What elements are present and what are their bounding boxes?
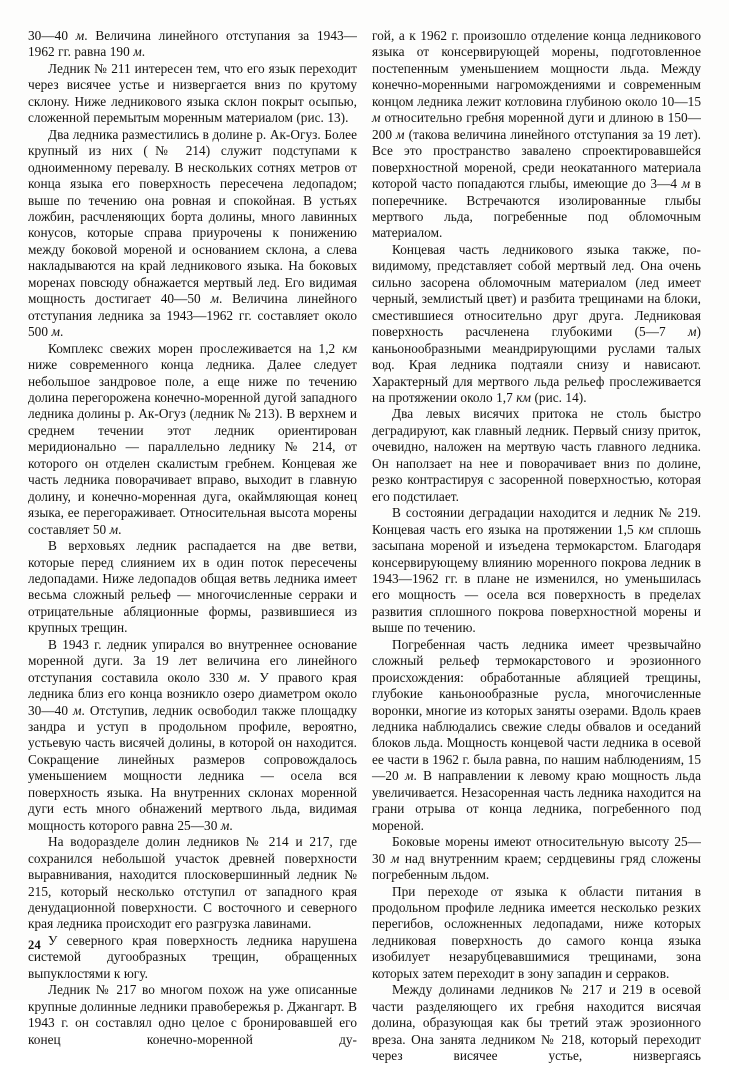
paragraph: гой, а к 1962 г. произошло отделение конца ледникового языка от консервирующей морены, подготовленное постепенным уменьшением мощности льда. Между конечно-моренными нагромождениями и современным концом ледника лежит котловина глубиною около 10—15 м относительно гребня моренной дуги и длиною в 150—200 м (такова величина линейного отступания за 19 лет). Все это пространство завалено спроектировавшейся поверхностной мореной, среди неокатанного материала которой часто попадаются глыбы, имеющие до 3—4 м в поперечнике. Встречаются изолированные глыбы мертвого льда, погребенные под обломочным материалом. — [372, 28, 702, 241]
paragraph: Боковые морены имеют относительную высоту 25—30 м над внутренним краем; сердцевины гряд сложены погребенным льдом. — [372, 834, 701, 883]
paragraph: Комплекс свежих морен прослеживается на 1,2 км ниже современного конца ледника. Далее следует небольшое зандровое поле, а еще ниже по течению долина перегорожена конечно-моренной дугой западного ледника долины р. Ак-Огуз (ледник № 213). В верхнем и среднем течении этот ледник ориентирован меридионально — параллельно леднику № 214, от которого он отделен скалистым гребнем. Концевая же часть ледника поворачивает вправо, выходит в главную долину, и конечно-моренная дуга, окаймляющая конец языка, ее перегораживает. Относительная высота морены составляет 50 м. — [28, 340, 357, 537]
page-number: 24 — [28, 938, 41, 952]
paragraph: Два левых висячих притока не столь быстро деградируют, как главный ледник. Первый снизу приток, очевидно, наложен на мертвую часть главного ледника. Он наползает на нее и поворачивает вниз по долине, резко контрастируя с засоренной поверхностью, которая его подстилает. — [372, 406, 701, 504]
paragraph: Два ледника разместились в долине р. Ак-Огуз. Более крупный из них (№ 214) служит подступами к одноименному перевалу. В нескольких сотнях метров от конца языка его поверхность пересечена ледопадом; выше по течению она ровная и спокойная. В устьях ложбин, расчленяющих борта долины, много лавинных конусов, которые справа приурочены к понижению между боковой мореной и основанием склона, а слева накладываются на край ледникового языка. На боковых моренах повсюду обнажается мертвый лед. Его видимая мощность достигает 40—50 м. Величина линейного отступания ледника за 1943—1962 гг. составляет около 500 м. — [28, 126, 357, 340]
paragraph: На водоразделе долин ледников № 214 и 217, где сохранился небольшой участок древней поверхности выравнивания, находится плосковершинный ледник № 215, который несколько отступил от западного края денудационной поверхности. С восточного и северного края ледника происходит его разгрузка лавинами. — [28, 834, 357, 932]
paragraph: В верховьях ледник распадается на две ветви, которые перед слиянием их в один поток пересечены ледопадами. Ниже ледопадов общая ветвь ледника имеет весьма сложный рельеф — многочисленные серраки и отрицательные абляционные формы, развившиеся из крупных трещин. — [28, 538, 357, 636]
paragraph: В состоянии деградации находится и ледник № 219. Концевая часть его языка на протяжении 1,5 км сплошь засыпана мореной и изъедена термокарстом. Благодаря консервирующему влиянию моренного покрова ледник в 1943—1962 гг. в плане не изменился, но уменьшилась его мощность — осела вся поверхность в пределах развития сплошного покрова поверхностной морены и выше по течению. — [372, 505, 701, 636]
paragraph: В 1943 г. ледник упирался во внутреннее основание моренной дуги. За 19 лет величина его линейного отступания составила около 330 м. У правого края ледника близ его конца возникло озеро диаметром около 30—40 м. Отступив, ледник освободил также площадку зандра и уступ в продольном профиле, вероятно, устьевую часть висячей долины, в которой он находится. Сокращение линейных размеров сопровождалось уменьшением мощности ледника — осела вся поверхность языка. На внутренних склонах моренной дуги есть много обнажений мертвого льда, видимая мощность которого равна 25—30 м. — [28, 636, 358, 833]
paragraph: Погребенная часть ледника имеет чрезвычайно сложный рельеф термокарстового и эрозионного происхождения: обработанные абляцией трещины, глубокие каньонообразные русла, многочисленные воронки, многие из которых заняты озерами. Вдоль краев ледника наблюдались свежие следы обвалов и оседаний блоков льда. Мощность концевой части ледника в осевой ее части в 1962 г. была равна, по нашим наблюдениям, 15—20 м. В направлении к левому краю мощность льда увеличивается. Незасоренная часть ледника находится на грани отрыва от конца ледника, погребенного под мореной. — [372, 636, 701, 833]
paragraph: Ледник № 211 интересен тем, что его язык переходит через висячее устье и низвергается вниз по крутому склону. Ниже ледникового языка склон покрыт осыпью, сложенной перемытым моренным материалом (рис. 13). — [28, 60, 357, 126]
paragraph: Концевая часть ледникового языка также, по-видимому, представляет собой мертвый лед. Она очень сильно засорена обломочным материалом (лед имеет черный, землистый цвет) и разбита трещинами на блоки, сместившиеся относительно друг друга. Ледниковая поверхность расчленена глубокими (5—7 м) каньонообразными меандрирующими руслами талых вод. Края ледника подтаяли снизу и нависают. Характерный для мертвого льда рельеф прослеживается на протяжении около 1,7 км (рис. 14). — [372, 241, 701, 405]
paragraph: 30—40 м. Величина линейного отступания за 1943—1962 гг. равна 190 м. — [28, 28, 357, 60]
paragraph: Между долинами ледников № 217 и 219 в осевой части разделяющего их гребня находится висячая долина, образующая как бы третий этаж эрозионного вреза. Она занята ледником № 218, который переходит через висячее устье, низвергаясь — [372, 982, 701, 1064]
paragraph: Ледник № 217 во многом похож на уже описанные крупные долинные ледники правобережья р. Джангарт. В 1943 г. он составлял одно целое с бронировавшей его конец конечно-моренной ду- — [28, 982, 357, 1047]
paragraph: У северного края поверхность ледника нарушена системой дугообразных трещин, обращенных выпуклостями к югу. — [28, 932, 357, 981]
paragraph: При переходе от языка к области питания в продольном профиле ледника имеется несколько резких перегибов, осложненных ледопадами, ниже которых ледниковая поверхность до самого конца языка изобилует незарубцевавшимися трещинами, зона которых затем переходит в зону западин и серраков. — [372, 883, 701, 981]
right-column — [372, 28, 702, 1064]
